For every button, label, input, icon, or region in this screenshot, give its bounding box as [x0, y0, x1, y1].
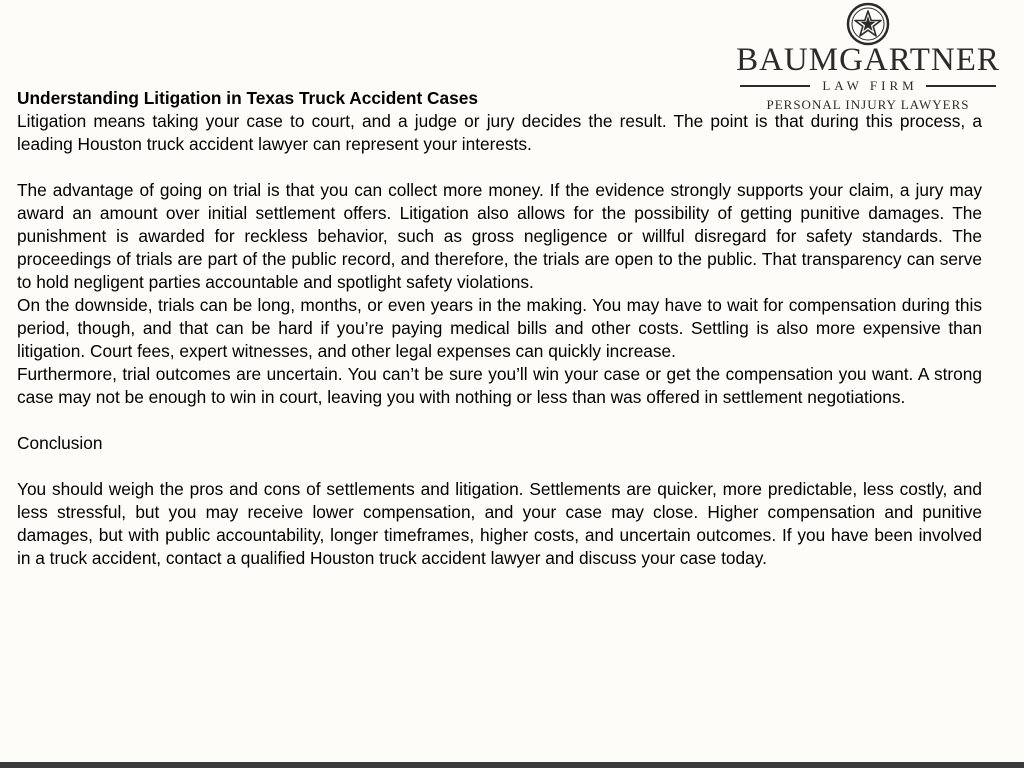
paragraph-spacer: [17, 455, 982, 478]
paragraph-spacer: [17, 156, 982, 179]
paragraph-trial-downsides: On the downside, trials can be long, months, or even years in the making. You may have to wait for compensation during this period, though, and that can be hard if you’re paying medical bills and other costs. Settling is also more expensive than litigation. Court fees, expert witnesses, and other legal expenses can quickly increase.: [17, 295, 982, 361]
paragraph-litigation-intro: Litigation means taking your case to court, and a judge or jury decides the result. The point is that during this process, a leading Houston truck accident lawyer can represent your interests.: [17, 111, 982, 154]
article-heading: Understanding Litigation in Texas Truck Accident Cases: [17, 88, 478, 108]
conclusion-heading: Conclusion: [17, 433, 103, 453]
bottom-divider: [0, 762, 1024, 768]
logo-tagline: PERSONAL INJURY LAWYERS: [766, 97, 970, 112]
article-body: [17, 87, 982, 570]
paragraph-uncertain-outcomes: Furthermore, trial outcomes are uncertain. You can’t be sure you’ll win your case or get the compensation you want. A strong case may not be enough to win in court, leaving you with nothing or less than was offered in settlement negotiations.: [17, 364, 982, 407]
paragraph-trial-advantages: The advantage of going on trial is that you can collect more money. If the evidence strongly supports your claim, a jury may award an amount over initial settlement offers. Litigation also allows for the possibility of getting punitive damages. The punishment is awarded for reckless behavior, such as gross negligence or willful disregard for safety standards. The proceedings of trials are part of the public record, and therefore, the trials are open to the public. That transparency can serve to hold negligent parties accountable and spotlight safety violations.: [17, 180, 982, 292]
logo-name: BAUMGARTNER: [736, 42, 1000, 78]
paragraph-conclusion: You should weigh the pros and cons of settlements and litigation. Settlements are quicker, more predictable, less costly, and less stressful, but you may receive lower compensation, and your case may close. Higher compensation and punitive damages, but with public accountability, longer timeframes, higher costs, and uncertain outcomes. If you have been involved in a truck accident, contact a qualified Houston truck accident lawyer and discuss your case today.: [17, 479, 982, 568]
logo-subtitle: LAW FIRM: [822, 78, 918, 93]
paragraph-spacer: [17, 409, 982, 432]
